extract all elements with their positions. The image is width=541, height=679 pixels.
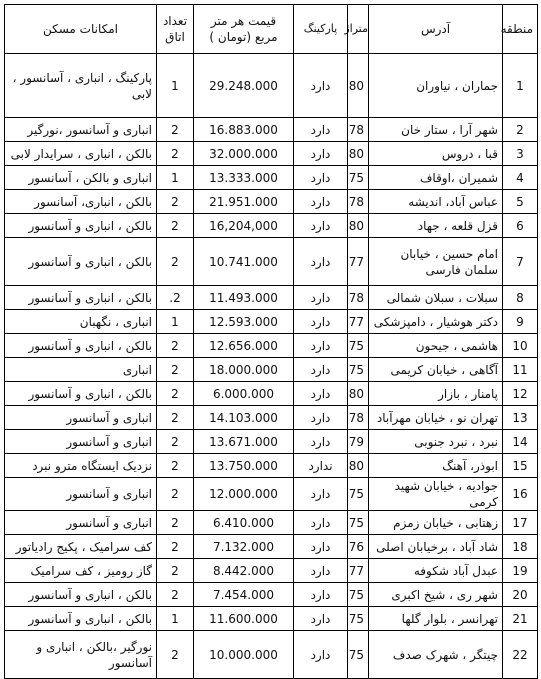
header-parking: پارکینگ — [294, 5, 348, 54]
table-row — [5, 631, 538, 679]
row-rooms: 2 — [157, 238, 194, 286]
row-area: 78 — [348, 190, 369, 214]
row-address: شاد آباد ، برخیابان اصلی — [369, 535, 503, 559]
row-address: ابوذر، آهنگ — [369, 454, 503, 478]
header-row — [5, 5, 538, 54]
row-area: 75 — [348, 607, 369, 631]
row-address: امام حسین ، خیابان سلمان فارسی — [369, 238, 503, 286]
row-region: 8 — [503, 286, 538, 310]
row-address: پامنار ، بازار — [369, 382, 503, 406]
row-address: شهر ری ، شیخ اکبری — [369, 583, 503, 607]
row-area: 75 — [348, 583, 369, 607]
table-row — [5, 334, 538, 358]
header-address: آدرس — [369, 5, 503, 54]
table-row — [5, 511, 538, 535]
row-amenities: انباری و آسانسور — [5, 478, 157, 511]
table-row — [5, 478, 538, 511]
row-price: 14.103.000 — [194, 406, 294, 430]
row-area: 80 — [348, 214, 369, 238]
row-parking: دارد — [294, 607, 348, 631]
row-price: 13.750.000 — [194, 454, 294, 478]
row-region: 7 — [503, 238, 538, 286]
table-row — [5, 607, 538, 631]
row-price: 21.951.000 — [194, 190, 294, 214]
row-address: نبرد ، نبرد جنوبی — [369, 430, 503, 454]
row-address: هاشمی ، جیحون — [369, 334, 503, 358]
row-rooms: 2 — [157, 118, 194, 142]
row-rooms: 2 — [157, 430, 194, 454]
table-row — [5, 238, 538, 286]
row-address: چیتگر ، شهرک صدف — [369, 631, 503, 679]
row-amenities: بالکن ، انباری و آسانسور — [5, 334, 157, 358]
row-parking: دارد — [294, 54, 348, 118]
row-address: آگاهی ، خیابان کریمی — [369, 358, 503, 382]
row-region: 4 — [503, 166, 538, 190]
table-row — [5, 190, 538, 214]
row-rooms: 1 — [157, 310, 194, 334]
table-row — [5, 214, 538, 238]
table-row — [5, 286, 538, 310]
row-parking: دارد — [294, 631, 348, 679]
row-parking: دارد — [294, 511, 348, 535]
row-area: 75 — [348, 358, 369, 382]
row-price: 12.656.000 — [194, 334, 294, 358]
row-area: 78 — [348, 286, 369, 310]
header-price: قیمت هر متر مربع (تومان ) — [194, 5, 294, 54]
row-area: 80 — [348, 382, 369, 406]
housing-price-table — [4, 4, 538, 679]
row-parking: دارد — [294, 118, 348, 142]
row-area: 77 — [348, 238, 369, 286]
row-parking: دارد — [294, 358, 348, 382]
row-amenities: بالکن ، انباری و آسانسور — [5, 286, 157, 310]
row-region: 16 — [503, 478, 538, 511]
row-address: جماران ، نیاوران — [369, 54, 503, 118]
row-rooms: 2 — [157, 511, 194, 535]
row-rooms: 1 — [157, 166, 194, 190]
row-price: 6.410.000 — [194, 511, 294, 535]
row-rooms: 2 — [157, 559, 194, 583]
row-area: 76 — [348, 535, 369, 559]
row-address: زهتابی ، خیابان زمزم — [369, 511, 503, 535]
table-row — [5, 166, 538, 190]
row-amenities: انباری — [5, 358, 157, 382]
row-rooms: 1 — [157, 607, 194, 631]
table-row — [5, 583, 538, 607]
row-region: 19 — [503, 559, 538, 583]
row-parking: دارد — [294, 214, 348, 238]
row-area: 75 — [348, 631, 369, 679]
row-amenities: بالکن ، انباری و آسانسور — [5, 382, 157, 406]
row-address: تهرانسر ، بلوار گلها — [369, 607, 503, 631]
table-row — [5, 358, 538, 382]
row-rooms: 2 — [157, 334, 194, 358]
row-parking: دارد — [294, 382, 348, 406]
row-region: 10 — [503, 334, 538, 358]
row-parking: دارد — [294, 166, 348, 190]
table-body — [5, 54, 538, 679]
row-amenities: بالکن ، انباری و آسانسور — [5, 583, 157, 607]
row-price: 16,204,000 — [194, 214, 294, 238]
row-area: 75 — [348, 511, 369, 535]
row-rooms: 2 — [157, 631, 194, 679]
row-amenities: بالکن ، انباری و آسانسور — [5, 238, 157, 286]
row-parking: دارد — [294, 238, 348, 286]
row-area: 80 — [348, 142, 369, 166]
row-price: 12.000.000 — [194, 478, 294, 511]
row-price: 13.333.000 — [194, 166, 294, 190]
row-address: شهر آرا ، ستار خان — [369, 118, 503, 142]
row-amenities: انباری و آسانسور — [5, 511, 157, 535]
row-rooms: 2 — [157, 478, 194, 511]
row-region: 2 — [503, 118, 538, 142]
table-row — [5, 454, 538, 478]
header-region: منطقه — [503, 5, 538, 54]
row-address: سبلات ، سبلان شمالی — [369, 286, 503, 310]
row-rooms: 1 — [157, 54, 194, 118]
row-area: 75 — [348, 478, 369, 511]
row-area: 77 — [348, 559, 369, 583]
table-row — [5, 54, 538, 118]
table-row — [5, 559, 538, 583]
row-region: 20 — [503, 583, 538, 607]
row-region: 6 — [503, 214, 538, 238]
row-region: 14 — [503, 430, 538, 454]
table-row — [5, 118, 538, 142]
row-parking: دارد — [294, 310, 348, 334]
row-price: 10.741.000 — [194, 238, 294, 286]
row-address: قزل قلعه ، جهاد — [369, 214, 503, 238]
row-parking: دارد — [294, 406, 348, 430]
row-rooms: 2 — [157, 454, 194, 478]
header-area: متراژ — [348, 5, 369, 54]
row-rooms: 2 — [157, 358, 194, 382]
row-parking: دارد — [294, 142, 348, 166]
row-region: 18 — [503, 535, 538, 559]
row-price: 7.132.000 — [194, 535, 294, 559]
row-amenities: انباری ، نگهبان — [5, 310, 157, 334]
table-row — [5, 535, 538, 559]
row-amenities: انباری و آسانسور — [5, 430, 157, 454]
row-region: 3 — [503, 142, 538, 166]
row-parking: دارد — [294, 583, 348, 607]
row-rooms: 2 — [157, 190, 194, 214]
table-row — [5, 430, 538, 454]
row-amenities: بالکن ، انباری و آسانسور — [5, 214, 157, 238]
row-region: 11 — [503, 358, 538, 382]
row-region: 21 — [503, 607, 538, 631]
table-row — [5, 406, 538, 430]
row-address: جوادیه ، خیابان شهید کرمی — [369, 478, 503, 511]
row-region: 17 — [503, 511, 538, 535]
header-amenities: امکانات مسکن — [5, 5, 157, 54]
row-rooms: 2 — [157, 583, 194, 607]
row-amenities: انباری و آسانسور — [5, 406, 157, 430]
row-parking: دارد — [294, 535, 348, 559]
row-parking: دارد — [294, 334, 348, 358]
row-price: 10.000.000 — [194, 631, 294, 679]
row-address: دکتر هوشیار ، دامپزشکی — [369, 310, 503, 334]
row-area: 75 — [348, 334, 369, 358]
table-row — [5, 310, 538, 334]
row-amenities: پارکینگ ، انباری ، آسانسور ، لابی — [5, 54, 157, 118]
row-region: 15 — [503, 454, 538, 478]
row-amenities: نورگیر ،بالکن ، انباری و آسانسور — [5, 631, 157, 679]
row-parking: دارد — [294, 430, 348, 454]
row-area: 75 — [348, 166, 369, 190]
row-price: 6.000.000 — [194, 382, 294, 406]
table-row — [5, 382, 538, 406]
header-rooms: تعداد اتاق — [157, 5, 194, 54]
row-region: 1 — [503, 54, 538, 118]
row-rooms: 2 — [157, 142, 194, 166]
table-row — [5, 142, 538, 166]
row-price: 13.671.000 — [194, 430, 294, 454]
row-price: 32.000.000 — [194, 142, 294, 166]
row-amenities: بالکن ، انباری و آسانسور — [5, 607, 157, 631]
row-amenities: بالکن ، انباری، آسانسور — [5, 190, 157, 214]
row-region: 12 — [503, 382, 538, 406]
row-rooms: 2 — [157, 382, 194, 406]
row-region: 22 — [503, 631, 538, 679]
row-parking: دارد — [294, 190, 348, 214]
row-price: 8.442.000 — [194, 559, 294, 583]
row-price: 11.493.000 — [194, 286, 294, 310]
row-address: قبا ، دروس — [369, 142, 503, 166]
row-parking: دارد — [294, 478, 348, 511]
row-price: 29.248.000 — [194, 54, 294, 118]
row-rooms: 2. — [157, 286, 194, 310]
row-amenities: نزدیک ایستگاه مترو نبرد — [5, 454, 157, 478]
row-address: شمیران ،اوقاف — [369, 166, 503, 190]
row-rooms: 2 — [157, 535, 194, 559]
row-rooms: 2 — [157, 406, 194, 430]
row-region: 13 — [503, 406, 538, 430]
row-address: تهران نو ، خیابان مهرآباد — [369, 406, 503, 430]
row-parking: دارد — [294, 559, 348, 583]
row-area: 78 — [348, 406, 369, 430]
row-region: 5 — [503, 190, 538, 214]
row-price: 18.000.000 — [194, 358, 294, 382]
row-rooms: 2 — [157, 214, 194, 238]
row-area: 78 — [348, 118, 369, 142]
row-price: 7.454.000 — [194, 583, 294, 607]
row-region: 9 — [503, 310, 538, 334]
row-area: 80 — [348, 454, 369, 478]
row-price: 11.600.000 — [194, 607, 294, 631]
row-area: 79 — [348, 430, 369, 454]
row-area: 77 — [348, 310, 369, 334]
row-area: 80 — [348, 54, 369, 118]
row-parking: ندارد — [294, 454, 348, 478]
row-address: عبدل آباد شکوفه — [369, 559, 503, 583]
row-parking: دارد — [294, 286, 348, 310]
row-amenities: گاز رومیز ، کف سرامیک — [5, 559, 157, 583]
row-address: عباس آباد، اندیشه — [369, 190, 503, 214]
row-price: 12.593.000 — [194, 310, 294, 334]
row-amenities: انباری و بالکن ، آسانسور — [5, 166, 157, 190]
row-amenities: بالکن ، انباری ، سرایدار لابی — [5, 142, 157, 166]
row-amenities: انباری و آسانسور ،نورگیر — [5, 118, 157, 142]
row-price: 16.883.000 — [194, 118, 294, 142]
row-amenities: کف سرامیک ، پکیج رادیاتور — [5, 535, 157, 559]
